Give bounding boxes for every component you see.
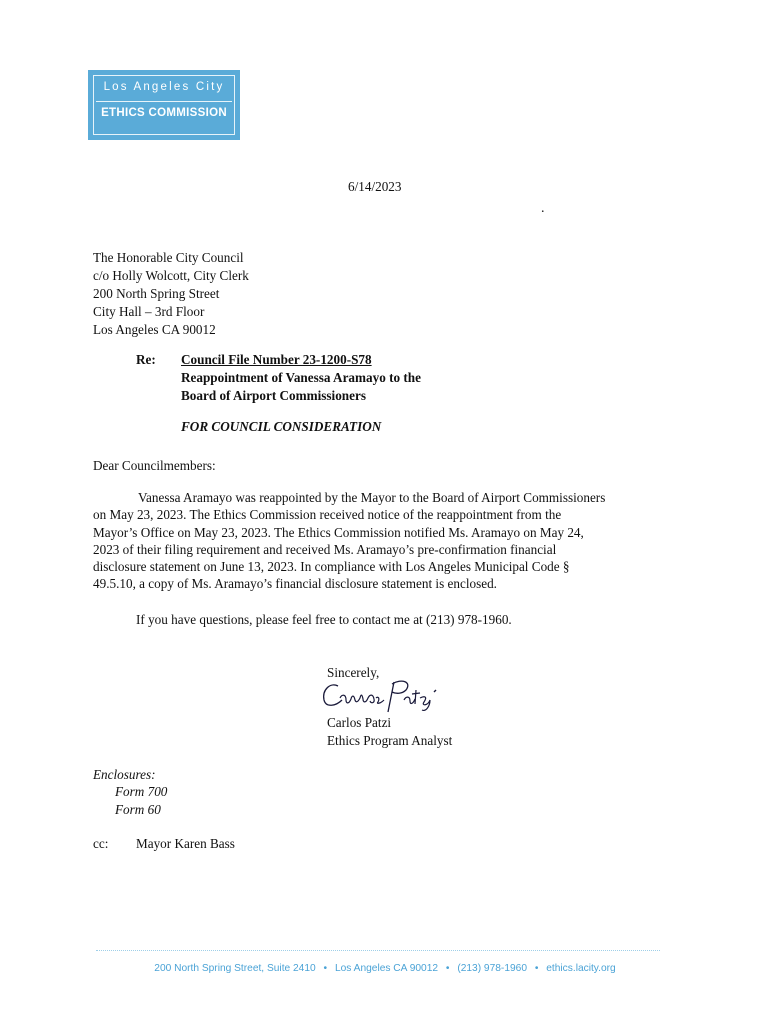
contact-paragraph: If you have questions, please feel free to contact me at (213) 978-1960. [136,612,512,627]
logo-commission-text: ETHICS COMMISSION [101,107,227,119]
logo-city-text: Los Angeles City [103,81,225,93]
council-file-number: Council File Number 23-1200-S78 [181,352,372,367]
body-line: Mayor’s Office on May 23, 2023. The Ethics Commission notified Ms. Aramayo on May 24, [93,524,584,540]
footer-website[interactable]: ethics.lacity.org [546,963,616,974]
body-paragraph [93,489,673,593]
footer-phone: (213) 978-1960 [457,963,527,974]
consideration-heading: FOR COUNCIL CONSIDERATION [181,419,382,434]
footer-separator: • [323,963,328,974]
enclosures-list [115,783,167,819]
footer-separator: • [445,963,450,974]
handwritten-signature [318,674,448,714]
footer-separator: • [534,963,539,974]
body-line: on May 23, 2023. The Ethics Commission received notice of the reappointment from the [93,507,562,523]
letter-date: 6/14/2023 [348,179,402,194]
enclosures-heading: Enclosures: [93,767,156,782]
footer-address: 200 North Spring Street, Suite 2410 [154,963,316,974]
ethics-commission-logo [88,70,240,140]
recipient-address [93,249,249,339]
body-line: disclosure statement on June 13, 2023. In compliance with Los Angeles Municipal Code § [93,559,570,575]
cc-recipient: Mayor Karen Bass [136,836,235,851]
recipient-line: 200 North Spring Street [93,286,220,301]
footer-divider [96,950,660,951]
body-line: Vanessa Aramayo was reappointed by the Mayor to the Board of Airport Commissioners [138,490,606,505]
re-subject [181,351,421,405]
signer-name: Carlos Patzi [327,715,392,730]
recipient-line: c/o Holly Wolcott, City Clerk [93,268,249,283]
cc-label: cc: [93,836,109,851]
body-line: 2023 of their filing requirement and received Ms. Aramayo’s pre-confirmation financial [93,541,557,557]
logo-divider [96,101,232,102]
re-label: Re: [136,352,156,367]
recipient-line: The Honorable City Council [93,250,244,265]
enclosure-item: Form 700 [115,784,168,799]
enclosure-item: Form 60 [115,802,161,817]
body-line: 49.5.10, a copy of Ms. Aramayo’s financial disclosure statement is enclosed. [93,576,497,592]
closing: Sincerely, [327,665,380,680]
footer-city: Los Angeles CA 90012 [334,963,439,974]
subject-line: Reappointment of Vanessa Aramayo to the [181,370,421,385]
signer-title: Ethics Program Analyst [327,733,453,748]
salutation: Dear Councilmembers: [93,458,216,473]
signer-block [327,714,452,750]
subject-line: Board of Airport Commissioners [181,388,366,403]
recipient-line: City Hall – 3rd Floor [93,304,205,319]
scan-mark: . [541,201,545,216]
recipient-line: Los Angeles CA 90012 [93,322,216,337]
letterhead-footer [0,963,770,974]
